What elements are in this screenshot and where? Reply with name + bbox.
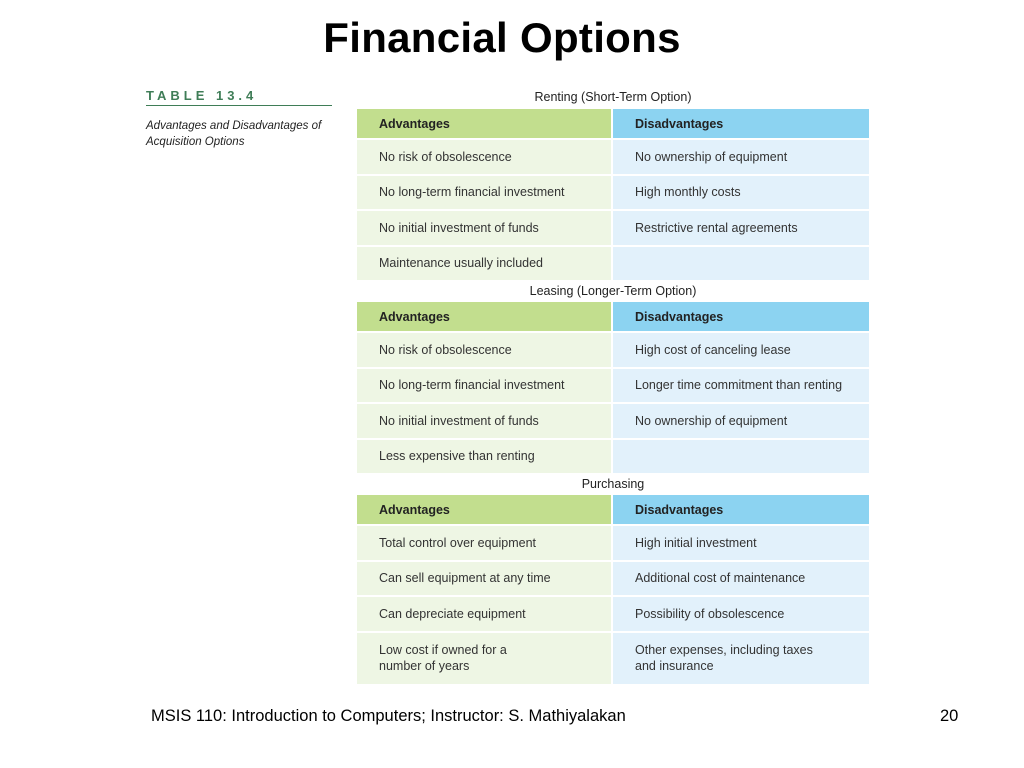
disadvantage-cell: No ownership of equipment (613, 404, 869, 438)
advantages-header: Advantages (357, 302, 613, 331)
disadvantages-header: Disadvantages (613, 495, 869, 524)
table-row (357, 211, 869, 247)
section-title-renting: Renting (Short-Term Option) (534, 90, 692, 104)
table-header-row (357, 302, 869, 333)
section-title-purchasing: Purchasing (581, 477, 645, 491)
disadvantage-cell: High initial investment (613, 526, 869, 560)
table-row (357, 140, 869, 176)
purchasing-table (357, 495, 869, 686)
table-header-row (357, 109, 869, 140)
disadvantage-cell: Additional cost of maintenance (613, 562, 869, 596)
disadvantage-cell (613, 440, 869, 474)
advantage-cell: No long-term financial investment (357, 369, 613, 403)
table-row (357, 369, 869, 405)
leasing-table (357, 302, 869, 475)
disadvantage-cell: Other expenses, including taxes and insurance (613, 633, 869, 684)
table-row (357, 633, 869, 686)
advantages-header: Advantages (357, 495, 613, 524)
disadvantage-cell (613, 247, 869, 281)
disadvantage-cell: Possibility of obsolescence (613, 597, 869, 631)
advantage-cell: Can sell equipment at any time (357, 562, 613, 596)
slide-title: Financial Options (323, 14, 681, 61)
disadvantages-header: Disadvantages (613, 302, 869, 331)
table-number-label: TABLE 13.4 (146, 88, 258, 103)
disadvantage-cell: High cost of canceling lease (613, 333, 869, 367)
table-row (357, 333, 869, 369)
table-row (357, 176, 869, 212)
renting-table (357, 109, 869, 282)
disadvantage-cell: Restrictive rental agreements (613, 211, 869, 245)
advantage-cell: Total control over equipment (357, 526, 613, 560)
advantage-cell: Low cost if owned for a number of years (357, 633, 613, 684)
advantages-header: Advantages (357, 109, 613, 138)
page-number: 20 (940, 707, 959, 725)
footer-course-info: MSIS 110: Introduction to Computers; Instructor: S. Mathiyalakan (151, 707, 626, 725)
disadvantage-cell: Longer time commitment than renting (613, 369, 869, 403)
table-row (357, 404, 869, 440)
advantage-cell: No long-term financial investment (357, 176, 613, 210)
disadvantages-header: Disadvantages (613, 109, 869, 138)
advantage-cell: Maintenance usually included (357, 247, 613, 281)
section-title-leasing: Leasing (Longer-Term Option) (529, 284, 697, 298)
advantage-cell: No risk of obsolescence (357, 140, 613, 174)
table-row (357, 247, 869, 283)
advantage-cell: No initial investment of funds (357, 404, 613, 438)
advantage-cell: No initial investment of funds (357, 211, 613, 245)
table-row (357, 526, 869, 562)
table-row (357, 597, 869, 633)
table-row (357, 440, 869, 476)
advantage-cell: Can depreciate equipment (357, 597, 613, 631)
table-row (357, 562, 869, 598)
table-caption (146, 88, 336, 150)
table-header-row (357, 495, 869, 526)
table-caption-header (146, 88, 336, 108)
disadvantage-cell: High monthly costs (613, 176, 869, 210)
caption-rule (146, 105, 332, 106)
disadvantage-cell: No ownership of equipment (613, 140, 869, 174)
advantage-cell: Less expensive than renting (357, 440, 613, 474)
table-caption-text: Advantages and Disadvantages of Acquisition Options (146, 120, 322, 148)
advantage-cell: No risk of obsolescence (357, 333, 613, 367)
